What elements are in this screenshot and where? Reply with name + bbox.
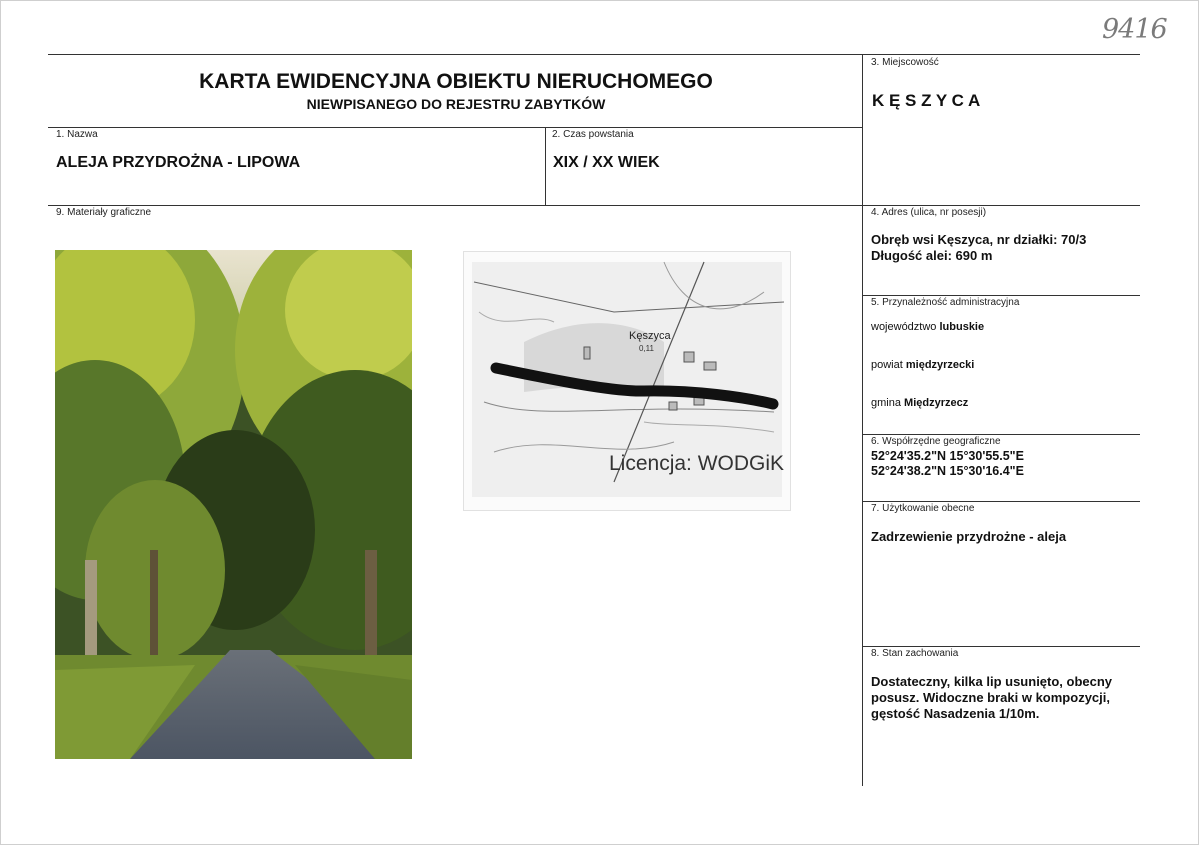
header-rule [48,127,863,128]
condition-line-1: Dostateczny, kilka lip usunięto, obecny [871,674,1113,689]
voivodeship-line [871,321,984,333]
rule-6 [863,434,1140,435]
voivodeship-value: lubuskie [939,321,985,333]
locality-value: K Ę S Z Y C A [872,91,981,110]
era-value: XIX / XX WIEK [553,154,660,171]
map-place-label: Kęszyca [629,330,671,342]
form-title: KARTA EWIDENCYJNA OBIEKTU NIERUCHOMEGO [199,70,713,93]
commune-line [871,397,968,409]
alley-photo [55,250,412,759]
top-rule [48,54,1140,55]
commune-prefix: gmina [871,397,901,409]
voivodeship-prefix: województwo [871,321,937,333]
locality-label: 3. Miejscowość [871,57,939,68]
rule-7 [863,501,1140,502]
alley-length: Długość alei: 690 m [871,248,993,263]
condition-label: 8. Stan zachowania [871,648,959,659]
name-value: ALEJA PRZYDROŻNA - LIPOWA [56,154,301,171]
graphics-label: 9. Materiały graficzne [56,207,152,218]
condition-line-3: gęstość Nasadzenia 1/10m. [871,706,1040,721]
map-sub-label: 0,11 [639,344,654,353]
county-prefix: powiat [871,359,903,371]
coords-label: 6. Współrzędne geograficzne [871,436,1001,447]
coords-line-1: 52°24'35.2"N 15°30'55.5"E [871,449,1024,463]
form-subtitle: NIEWPISANEGO DO REJESTRU ZABYTKÓW [306,96,606,112]
right-column-divider [862,54,863,786]
address-label: 4. Adres (ulica, nr posesji) [871,207,987,218]
county-value: międzyrzecki [905,359,975,371]
rule-8 [863,646,1140,647]
name-label: 1. Nazwa [56,129,98,140]
location-map [463,251,791,511]
name-rule [48,205,1140,206]
commune-value: Międzyrzecz [904,397,969,409]
coords-line-2: 52°24'38.2"N 15°30'16.4"E [871,464,1024,478]
admin-label: 5. Przynależność administracyjna [871,297,1020,308]
usage-value: Zadrzewienie przydrożne - aleja [871,529,1067,544]
era-label: 2. Czas powstania [552,129,634,140]
county-line [871,359,974,371]
condition-line-2: posusz. Widoczne braki w kompozycji, [871,690,1110,705]
usage-label: 7. Użytkowanie obecne [871,503,975,514]
address-line-1: Obręb wsi Kęszyca, nr działki: 70/3 [871,232,1087,247]
map-license: Licencja: WODGiK [609,452,785,475]
handwritten-number: 9416 [1102,14,1167,45]
name-era-divider [545,127,546,205]
rule-5 [863,295,1140,296]
